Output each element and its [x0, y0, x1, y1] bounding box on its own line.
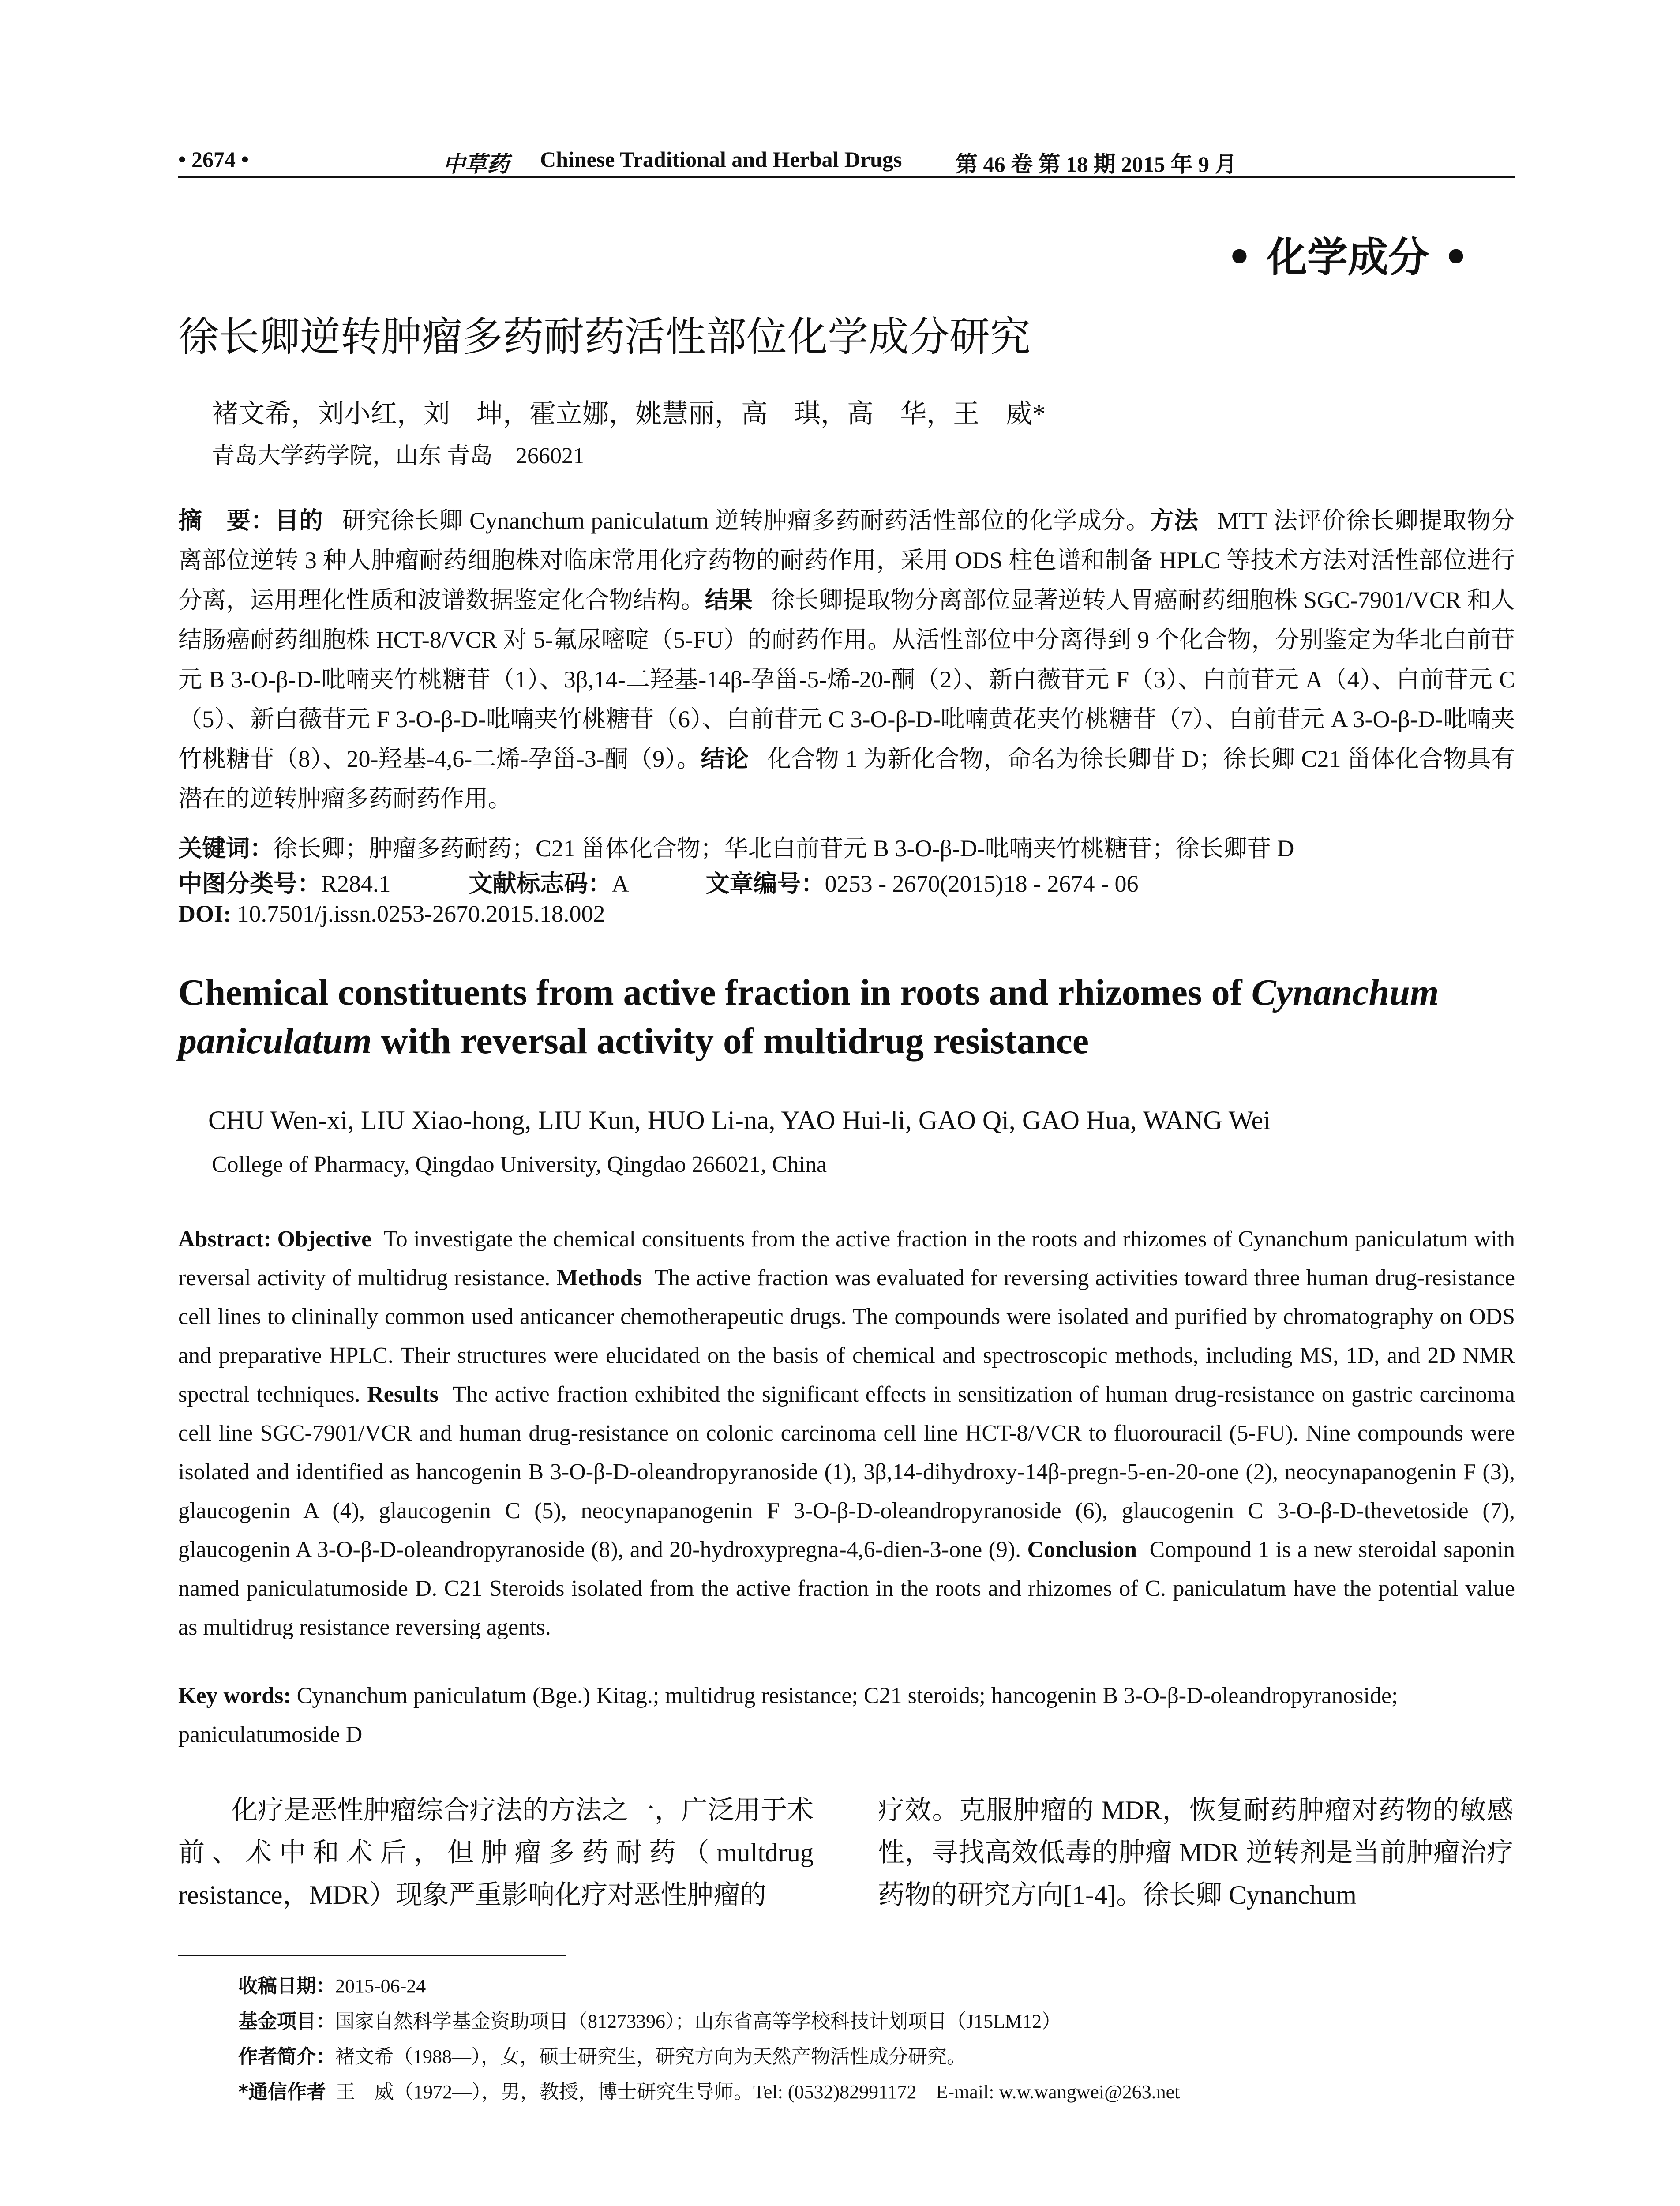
methods-cn-label: 方法 [1150, 506, 1199, 534]
objective-en-label: Objective [277, 1227, 372, 1252]
article-number-value: 0253 - 2670(2015)18 - 2674 - 06 [825, 870, 1139, 897]
objective-cn-text: 研究徐长卿 Cynanchum paniculatum 逆转肿瘤多药耐药活性部位的化学成分。 [342, 507, 1150, 534]
journal-name-en: Chinese Traditional and Herbal Drugs [540, 147, 902, 172]
footnote-corresponding [238, 2076, 1180, 2104]
fund-text: 国家自然科学基金资助项目（81273396）；山东省高等学校科技计划项目（J15LM12） [335, 2011, 1061, 2032]
page-number: • 2674 • [178, 147, 249, 172]
author-bio-text: 褚文希（1988—），女，硕士研究生，研究方向为天然产物活性成分研究。 [335, 2046, 966, 2067]
body-column-right [878, 1789, 1513, 1916]
clc-value: R284.1 [321, 870, 391, 897]
doi-value[interactable]: 10.7501/j.issn.0253-2670.2015.18.002 [237, 900, 605, 927]
conclusion-en-label: Conclusion [1027, 1537, 1137, 1562]
title-english [178, 968, 1515, 1065]
footnote-author [238, 2041, 966, 2069]
keywords-cn-text: 徐长卿；肿瘤多药耐药；C21 甾体化合物；华北白前苷元 B 3-O-β-D-吡喃夹竹桃糖苷；徐长卿苷 D [274, 835, 1294, 862]
authors-chinese: 褚文希，刘小红，刘 坤，霍立娜，姚慧丽，高 琪，高 华，王 威* [212, 399, 1046, 428]
keywords-english [178, 1677, 1515, 1754]
running-header [178, 141, 1502, 181]
title-en-part2: with reversal activity of multidrug resistance [371, 1020, 1089, 1062]
keywords-en-label: Key words: [178, 1683, 291, 1708]
methods-en-text: The active fraction was evaluated for reversing activities toward three human drug-resistance cell lines to clininally common used anticancer chemotherapeutic drugs. The compounds were isolated and purified by chromatography on ODS and preparative HPLC. Their structures were elucidated on the basis of chemical and spectroscopic methods, including MS, 1D, and 2D NMR spectral techniques. [178, 1265, 1515, 1407]
results-en-label: Results [367, 1382, 439, 1407]
results-cn-text: 徐长卿提取物分离部位显著逆转人胃癌耐药细胞株 SGC-7901/VCR 和人结肠癌耐药细胞株 HCT-8/VCR 对 5-氟尿嘧啶（5-FU）的耐药作用。从活性部位中分离得到 9 个化合物，分别鉴定为华北白前苷元 B 3-O-β-D-吡喃夹竹桃糖苷（1）、3β,14-二羟基-14β-孕甾-5-烯-20-酮（2）、新白薇苷元 F（3）、白前苷元 A（4）、白前苷元 C（5）、新白薇苷元 F 3-O-β-D-吡喃夹竹桃糖苷（6）、白前苷元 C 3-O-β-D-吡喃黄花夹竹桃糖苷（7）、白前苷元 A 3-O-β-D-吡喃夹竹桃糖苷（8）、20-羟基-4,6-二烯-孕甾-3-酮（9）。 [178, 587, 1515, 772]
footnote-rule [178, 1955, 566, 1956]
journal-name-cn: 中草药 [443, 151, 509, 177]
article-number-label: 文章编号： [705, 870, 825, 897]
doi-line [178, 900, 605, 927]
results-cn-label: 结果 [705, 586, 753, 614]
section-label: • 化学成分 • [1226, 234, 1469, 281]
title-en-species: Cynanchum paniculatum [178, 972, 1439, 1062]
body-column-left [178, 1789, 814, 1916]
objective-en-text: To investigate the chemical consituents from the active fraction in the roots and rhizomes of Cynanchum paniculatum with reversal activity of multidrug resistance. [178, 1227, 1515, 1291]
footnote-received [238, 1970, 426, 1998]
corresponding-label: *通信作者 [238, 2081, 326, 2103]
title-chinese: 徐长卿逆转肿瘤多药耐药活性部位化学成分研究 [178, 313, 1031, 360]
results-en-text: The active fraction exhibited the significant effects in sensitization of human drug-resistance on gastric carcinoma cell line SGC-7901/VCR and human drug-resistance on colonic carcinoma cell line HCT-8/VCR to fluorouracil (5-FU). Nine compounds were isolated and identified as hancogenin B 3-O-β-D-oleandropyranoside (1), 3β,14-dihydroxy-14β-pregn-5-en-20-one (2), neocynapanogenin F (3), glaucogenin A (4), glaucogenin C (5), neocynapanogenin F 3-O-β-D-oleandropyranoside (6), glaucogenin C 3-O-β-D-thevetoside (7), glaucogenin A 3-O-β-D-oleandropyranoside (8), and 20-hydroxypregna-4,6-dien-3-one (9). [178, 1382, 1515, 1562]
affiliation-english: College of Pharmacy, Qingdao University, Qingdao 266021, China [212, 1152, 827, 1177]
journal-issue: 第 46 卷 第 18 期 2015 年 9 月 [956, 152, 1237, 176]
classification-line [178, 865, 1138, 899]
abstract-chinese [178, 501, 1515, 818]
methods-cn-text: MTT 法评价徐长卿提取物分离部位逆转 3 种人肿瘤耐药细胞株对临床常用化疗药物的耐药作用，采用 ODS 柱色谱和制备 HPLC 等技术方法对活性部位进行分离，运用理化性质和波谱数据鉴定化合物结构。 [178, 507, 1515, 613]
conclusion-cn-label: 结论 [701, 745, 749, 773]
keywords-en-text: Cynanchum paniculatum (Bge.) Kitag.; multidrug resistance; C21 steroids; hancogenin B 3-O-β-D-oleandropyranoside; paniculatumoside D [178, 1683, 1398, 1747]
methods-en-label: Methods [556, 1265, 642, 1291]
abstract-english [178, 1220, 1515, 1647]
author-bio-label: 作者简介： [238, 2045, 335, 2068]
footnote-fund [238, 2005, 1061, 2033]
header-rule [178, 176, 1515, 178]
body-left-text: 化疗是恶性肿瘤综合疗法的方法之一，广泛用于术前、术中和术后，但肿瘤多药耐药（multdrug resistance，MDR）现象严重影响化疗对恶性肿瘤的 [178, 1796, 814, 1910]
received-date: 2015-06-24 [335, 1975, 426, 1997]
received-label: 收稿日期： [238, 1975, 335, 1997]
abstract-en-label: Abstract: [178, 1227, 271, 1252]
body-right-text: 疗效。克服肿瘤的 MDR，恢复耐药肿瘤对药物的敏感性，寻找高效低毒的肿瘤 MDR 逆转剂是当前肿瘤治疗药物的研究方向[1-4]。徐长卿 Cynanchum [878, 1796, 1513, 1910]
doc-code-label: 文献标志码： [469, 870, 612, 897]
abstract-cn-label: 摘 要： [178, 506, 275, 534]
doc-code-value: A [611, 870, 628, 897]
authors-english: CHU Wen-xi, LIU Xiao-hong, LIU Kun, HUO Li-na, YAO Hui-li, GAO Qi, GAO Hua, WANG Wei [208, 1106, 1271, 1135]
title-en-part1: Chemical constituents from active fraction in roots and rhizomes of [178, 972, 1252, 1013]
fund-label: 基金项目： [238, 2010, 335, 2033]
affiliation-chinese: 青岛大学药学院，山东 青岛 266021 [212, 443, 585, 469]
keywords-cn-label: 关键词： [178, 834, 274, 862]
objective-cn-label: 目的 [275, 506, 323, 534]
conclusion-cn-text: 化合物 1 为新化合物，命名为徐长卿苷 D；徐长卿 C21 甾体化合物具有潜在的逆转肿瘤多药耐药作用。 [178, 746, 1515, 812]
conclusion-en-text: Compound 1 is a new steroidal saponin named paniculatumoside D. C21 Steroids isolated from the active fraction in the roots and rhizomes of C. paniculatum have the potential value as multidrug resistance reversing agents. [178, 1537, 1515, 1640]
doi-label: DOI: [178, 900, 231, 927]
corresponding-text: 王 威（1972—），男，教授，博士研究生导师。Tel: (0532)82991172 E-mail: w.w.wangwei@263.net [336, 2081, 1180, 2103]
clc-label: 中图分类号： [178, 870, 321, 897]
keywords-chinese [178, 829, 1294, 863]
